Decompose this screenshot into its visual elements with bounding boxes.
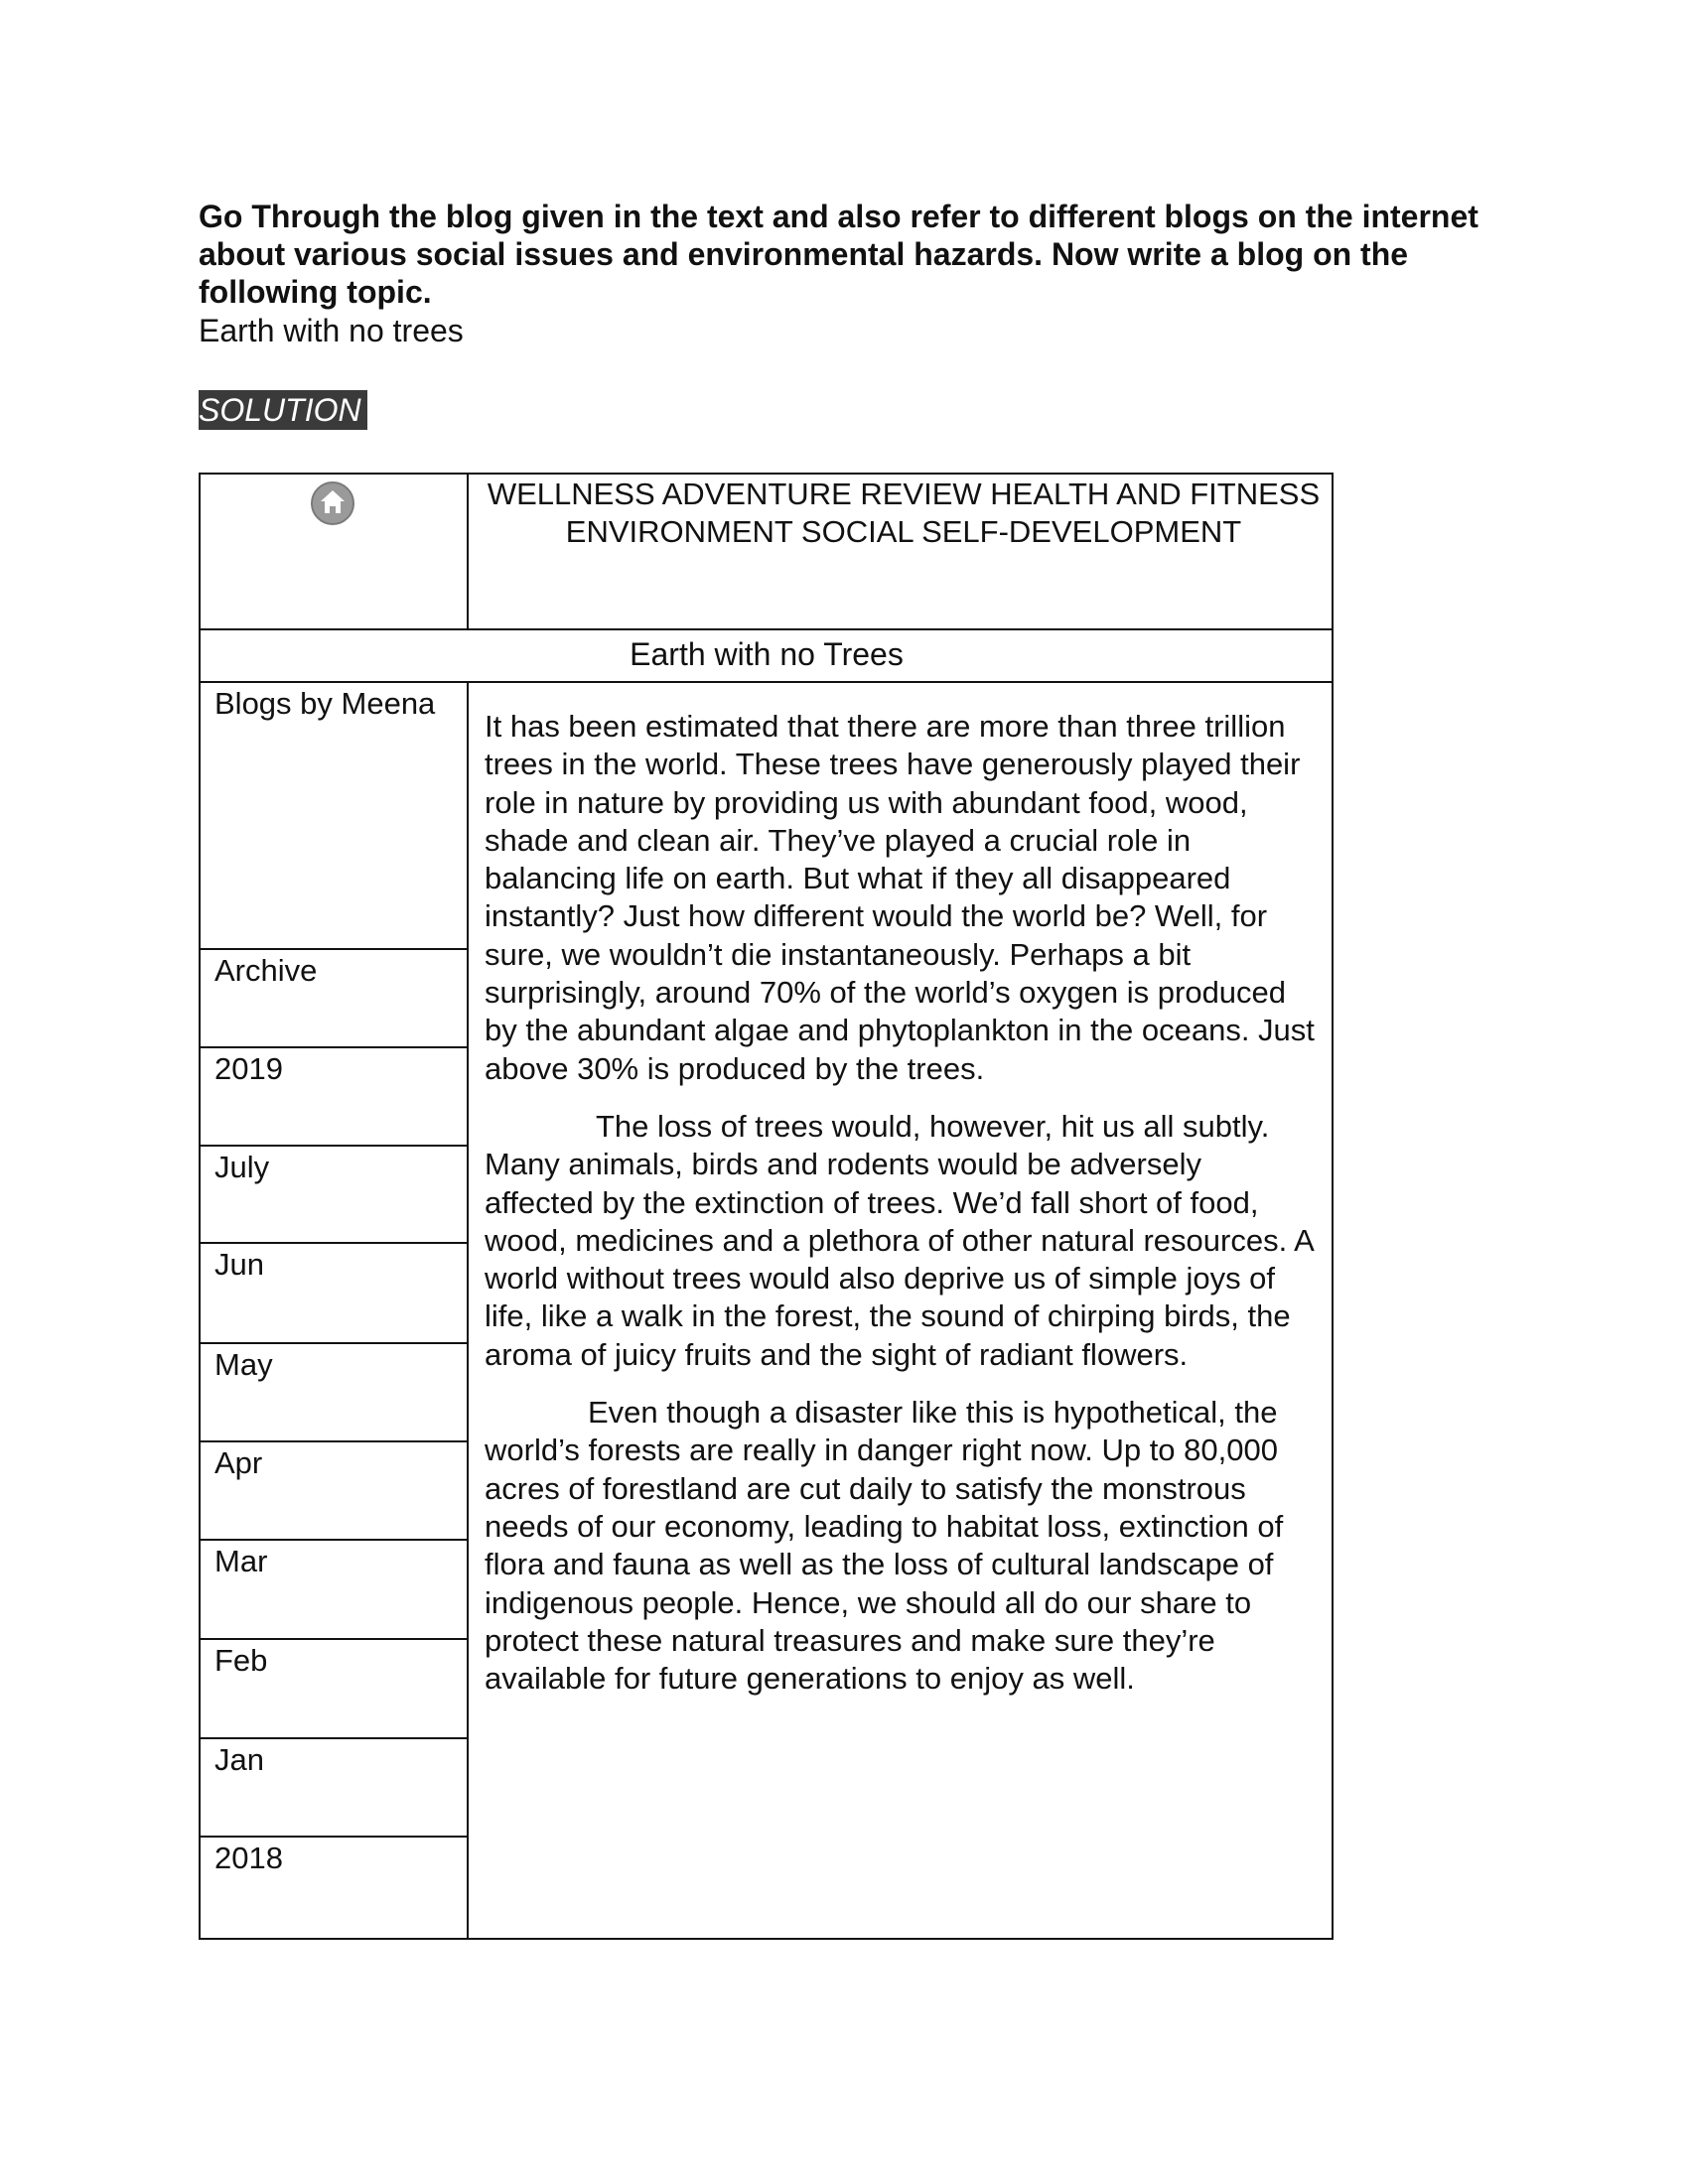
column-divider-top (467, 473, 469, 630)
blog-article (485, 708, 1319, 1717)
sidebar-row-divider (199, 1737, 469, 1739)
topic-text: Earth with no trees (199, 313, 464, 348)
archive-item-feb[interactable]: Feb (214, 1643, 268, 1678)
solution-label: SOLUTION (199, 390, 367, 430)
home-icon[interactable] (310, 480, 355, 526)
blog-nav-menu[interactable]: WELLNESS ADVENTURE REVIEW HEALTH AND FITNESS ENVIRONMENT SOCIAL SELF-DEVELOPMENT (487, 477, 1321, 549)
archive-item-apr[interactable]: Apr (214, 1445, 263, 1480)
archive-item-jan[interactable]: Jan (214, 1742, 264, 1777)
archive-item-mar[interactable]: Mar (214, 1544, 268, 1578)
question-text: Go Through the blog given in the text and also refer to different blogs on the internet about various social issues and environmental hazards. Now write a blog on the following topic. (199, 199, 1478, 310)
archive-item-july[interactable]: July (214, 1150, 270, 1184)
column-divider (467, 681, 469, 1940)
archive-item-may[interactable]: May (214, 1347, 273, 1382)
archive-item-2019[interactable]: 2019 (214, 1051, 283, 1086)
sidebar-row-divider (199, 1046, 469, 1048)
article-paragraph: The loss of trees would, however, hit us all subtly. Many animals, birds and rodents would be adversely affected by the extinction of trees. We’d fall short of food, wood, medicines and a plethora of other natural resources. A world without trees would also deprive us of simple joys of life, like a walk in the forest, the sound of chirping birds, the aroma of juicy fruits and the sight of radiant flowers. (485, 1108, 1314, 1372)
archive-heading: Archive (214, 953, 318, 988)
sidebar-row-divider (199, 1242, 469, 1244)
header-divider (199, 628, 1334, 630)
blog-title: Earth with no Trees (630, 636, 904, 672)
blog-author: Blogs by Meena (214, 686, 436, 721)
article-paragraph: Even though a disaster like this is hypothetical, the world’s forests are really in danger right now. Up to 80,000 acres of forestland are cut daily to satisfy the monstrous needs of our economy, leading to habitat loss, extinction of flora and fauna as well as the loss of cultural landscape of indigenous people. Hence, we should all do our share to protect these natural treasures and make sure they’re available for future generations to enjoy as well. (485, 1395, 1284, 1697)
sidebar-row-divider (199, 1638, 469, 1640)
sidebar-row-divider (199, 948, 469, 950)
sidebar-row-divider (199, 1836, 469, 1838)
sidebar-row-divider (199, 1342, 469, 1344)
sidebar-row-divider (199, 1539, 469, 1541)
archive-item-2018[interactable]: 2018 (214, 1841, 283, 1875)
sidebar-row-divider (199, 1440, 469, 1442)
title-divider (199, 681, 1334, 683)
archive-item-jun[interactable]: Jun (214, 1247, 264, 1282)
sidebar-row-divider (199, 1145, 469, 1147)
article-paragraph: It has been estimated that there are more than three trillion trees in the world. These trees have generously played their role in nature by providing us with abundant food, wood, shade and clean air. They’ve played a crucial role in balancing life on earth. But what if they all disappeared instantly? Just how different would the world be? Well, for sure, we wouldn’t die instantaneously. Perhaps a bit surprisingly, around 70% of the world’s oxygen is produced by the abundant algae and phytoplankton in the oceans. Just above 30% is produced by the trees. (485, 709, 1315, 1086)
